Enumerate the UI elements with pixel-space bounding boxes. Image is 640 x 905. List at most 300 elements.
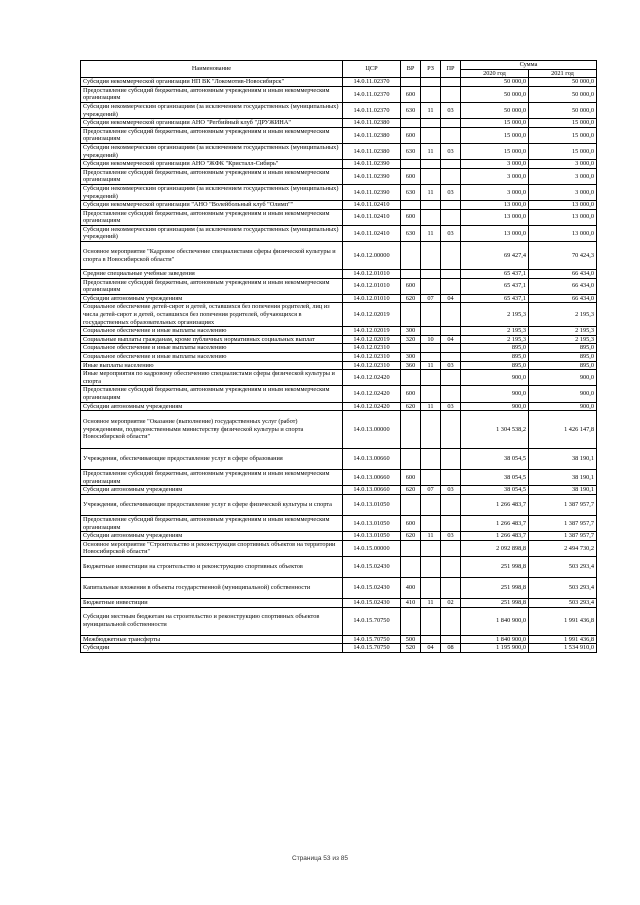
cell-rz: 11 — [421, 143, 441, 159]
cell-sum-2020: 1 304 538,2 — [461, 411, 529, 449]
cell-sum-2020: 13 000,0 — [461, 209, 529, 225]
cell-rz: 11 — [421, 532, 441, 541]
cell-rz — [421, 201, 441, 210]
cell-vr — [401, 303, 421, 327]
cell-sum-2020: 65 437,1 — [461, 294, 529, 303]
header-sum: Сумма — [461, 61, 597, 70]
cell-sum-2021: 1 387 957,7 — [529, 532, 597, 541]
table-row — [81, 119, 597, 128]
cell-sum-2021: 503 293,4 — [529, 556, 597, 577]
cell-csr: 14.0.12.02310 — [343, 353, 401, 362]
cell-pr — [441, 386, 461, 402]
cell-csr: 14.0.11.02410 — [343, 201, 401, 210]
cell-sum-2020: 895,0 — [461, 344, 529, 353]
cell-vr — [401, 201, 421, 210]
cell-pr: 03 — [441, 225, 461, 241]
cell-sum-2021: 3 000,0 — [529, 168, 597, 184]
cell-sum-2021: 13 000,0 — [529, 201, 597, 210]
cell-name: Субсидии автономным учреждениям — [81, 486, 343, 495]
cell-pr — [441, 119, 461, 128]
table-row — [81, 598, 597, 607]
cell-rz — [421, 353, 441, 362]
cell-pr — [441, 270, 461, 279]
table-row — [81, 556, 597, 577]
cell-rz — [421, 160, 441, 169]
cell-sum-2021: 50 000,0 — [529, 102, 597, 118]
table-row — [81, 470, 597, 486]
table-row — [81, 370, 597, 386]
cell-sum-2021: 70 424,3 — [529, 242, 597, 270]
table-row — [81, 402, 597, 411]
cell-vr: 410 — [401, 598, 421, 607]
table-row — [81, 160, 597, 169]
cell-pr — [441, 86, 461, 102]
cell-sum-2021: 13 000,0 — [529, 209, 597, 225]
cell-sum-2020: 15 000,0 — [461, 119, 529, 128]
cell-pr — [441, 327, 461, 336]
table-row — [81, 278, 597, 294]
cell-rz — [421, 556, 441, 577]
cell-csr: 14.0.13.00660 — [343, 449, 401, 470]
cell-name: Субсидия некоммерческой организации НП ВК "Локомотив-Новосибирск" — [81, 78, 343, 87]
table-row — [81, 294, 597, 303]
cell-name: Межбюджетные трансферты — [81, 635, 343, 644]
cell-csr: 14.0.15.02430 — [343, 577, 401, 598]
cell-sum-2021: 50 000,0 — [529, 86, 597, 102]
cell-pr — [441, 303, 461, 327]
cell-vr: 600 — [401, 386, 421, 402]
cell-pr — [441, 353, 461, 362]
cell-sum-2021: 38 190,1 — [529, 449, 597, 470]
cell-sum-2020: 3 000,0 — [461, 160, 529, 169]
cell-sum-2020: 251 998,8 — [461, 598, 529, 607]
cell-sum-2021: 1 991 436,8 — [529, 607, 597, 635]
cell-sum-2021: 1 991 436,8 — [529, 635, 597, 644]
cell-sum-2021: 895,0 — [529, 344, 597, 353]
cell-vr: 520 — [401, 644, 421, 653]
cell-vr: 600 — [401, 127, 421, 143]
cell-rz — [421, 494, 441, 515]
cell-pr — [441, 556, 461, 577]
cell-sum-2021: 66 434,0 — [529, 270, 597, 279]
cell-name: Средние специальные учебные заведения — [81, 270, 343, 279]
cell-rz — [421, 515, 441, 531]
cell-csr: 14.0.11.02370 — [343, 102, 401, 118]
cell-csr: 14.0.11.02370 — [343, 78, 401, 87]
cell-csr: 14.0.12.02019 — [343, 327, 401, 336]
header-rz: РЗ — [421, 61, 441, 78]
cell-pr: 03 — [441, 143, 461, 159]
cell-vr: 400 — [401, 577, 421, 598]
cell-sum-2021: 15 000,0 — [529, 127, 597, 143]
cell-csr: 14.0.12.02420 — [343, 386, 401, 402]
table-row — [81, 86, 597, 102]
table-row — [81, 143, 597, 159]
cell-name: Социальное обеспечение и иные выплаты населению — [81, 353, 343, 362]
cell-pr: 03 — [441, 361, 461, 370]
cell-pr — [441, 344, 461, 353]
cell-csr: 14.0.11.02380 — [343, 143, 401, 159]
cell-pr — [441, 635, 461, 644]
header-pr: ПР — [441, 61, 461, 78]
cell-sum-2021: 3 000,0 — [529, 184, 597, 200]
cell-csr: 14.0.12.02420 — [343, 402, 401, 411]
cell-csr: 14.0.13.00000 — [343, 411, 401, 449]
cell-rz: 11 — [421, 598, 441, 607]
cell-vr — [401, 494, 421, 515]
cell-sum-2021: 895,0 — [529, 361, 597, 370]
cell-sum-2020: 900,0 — [461, 386, 529, 402]
cell-sum-2020: 15 000,0 — [461, 127, 529, 143]
table-row — [81, 344, 597, 353]
table-row — [81, 303, 597, 327]
table-row — [81, 78, 597, 87]
cell-sum-2020: 69 427,4 — [461, 242, 529, 270]
cell-csr: 14.0.13.01050 — [343, 494, 401, 515]
cell-csr: 14.0.15.02430 — [343, 598, 401, 607]
cell-pr — [441, 78, 461, 87]
cell-pr — [441, 370, 461, 386]
cell-vr — [401, 119, 421, 128]
cell-vr: 620 — [401, 486, 421, 495]
cell-name: Социальные выплаты гражданам, кроме публичных нормативных социальных выплат — [81, 335, 343, 344]
cell-csr: 14.0.12.00000 — [343, 242, 401, 270]
cell-csr: 14.0.11.02370 — [343, 86, 401, 102]
cell-name: Субсидия некоммерческой организации АНО "ЖФК "Кристалл-Сибирь" — [81, 160, 343, 169]
cell-name: Предоставление субсидий бюджетным, автономным учреждениям и иным некоммерческим организациям — [81, 386, 343, 402]
cell-name: Основное мероприятие "Кадровое обеспечение специалистами сферы физической культуры и спорта в Новосибирской области" — [81, 242, 343, 270]
table-row — [81, 184, 597, 200]
cell-vr — [401, 344, 421, 353]
cell-rz: 11 — [421, 361, 441, 370]
cell-sum-2021: 2 494 730,2 — [529, 540, 597, 556]
cell-pr — [441, 127, 461, 143]
cell-sum-2021: 2 195,3 — [529, 303, 597, 327]
cell-name: Основное мероприятие "Оказание (выполнение) государственных услуг (работ) учреждениями, подведомственными министерству физической культуры и спорта Новосибирской области" — [81, 411, 343, 449]
cell-sum-2021: 900,0 — [529, 402, 597, 411]
cell-csr: 14.0.12.02310 — [343, 361, 401, 370]
table-row — [81, 209, 597, 225]
cell-name: Субсидия некоммерческой организации "АНО "Волейбольный клуб "Олимп"" — [81, 201, 343, 210]
cell-sum-2020: 65 437,1 — [461, 278, 529, 294]
cell-sum-2020: 2 195,3 — [461, 327, 529, 336]
cell-sum-2021: 503 293,4 — [529, 577, 597, 598]
cell-rz — [421, 303, 441, 327]
cell-sum-2021: 895,0 — [529, 353, 597, 362]
cell-rz: 11 — [421, 184, 441, 200]
table-row — [81, 644, 597, 653]
cell-vr: 620 — [401, 402, 421, 411]
cell-pr: 03 — [441, 486, 461, 495]
cell-name: Предоставление субсидий бюджетным, автономным учреждениям и иным некоммерческим организациям — [81, 127, 343, 143]
cell-rz — [421, 270, 441, 279]
cell-sum-2020: 38 054,5 — [461, 486, 529, 495]
cell-rz — [421, 449, 441, 470]
cell-rz: 07 — [421, 294, 441, 303]
cell-name: Социальное обеспечение и иные выплаты населению — [81, 327, 343, 336]
cell-sum-2020: 38 054,5 — [461, 449, 529, 470]
cell-rz: 11 — [421, 102, 441, 118]
cell-sum-2021: 15 000,0 — [529, 119, 597, 128]
budget-table — [80, 60, 597, 653]
cell-name: Основное мероприятие "Строительство и реконструкция спортивных объектов на территории Новосибирской области" — [81, 540, 343, 556]
cell-csr: 14.0.13.01050 — [343, 532, 401, 541]
cell-name: Предоставление субсидий бюджетным, автономным учреждениям и иным некоммерческим организациям — [81, 168, 343, 184]
cell-csr: 14.0.15.70750 — [343, 635, 401, 644]
cell-vr: 630 — [401, 143, 421, 159]
page-number: Страница 53 из 85 — [292, 855, 348, 862]
table-row — [81, 327, 597, 336]
cell-sum-2021: 2 195,3 — [529, 327, 597, 336]
table-row — [81, 242, 597, 270]
cell-pr: 04 — [441, 294, 461, 303]
cell-pr — [441, 278, 461, 294]
cell-sum-2021: 15 000,0 — [529, 143, 597, 159]
cell-vr: 300 — [401, 327, 421, 336]
cell-csr: 14.0.11.02380 — [343, 127, 401, 143]
cell-name: Субсидии местным бюджетам на строительство и реконструкцию спортивных объектов муниципальной собственности — [81, 607, 343, 635]
cell-csr: 14.0.12.01010 — [343, 278, 401, 294]
table-row — [81, 335, 597, 344]
table-row — [81, 361, 597, 370]
cell-sum-2021: 66 434,0 — [529, 294, 597, 303]
cell-name: Учреждения, обеспечивающие предоставление услуг в сфере образования — [81, 449, 343, 470]
cell-sum-2020: 2 092 898,8 — [461, 540, 529, 556]
table-header — [81, 61, 597, 78]
cell-name: Субсидии некоммерческим организациям (за исключением государственных (муниципальных) учреждений) — [81, 102, 343, 118]
cell-sum-2021: 50 000,0 — [529, 78, 597, 87]
cell-name: Предоставление субсидий бюджетным, автономным учреждениям и иным некоммерческим организациям — [81, 86, 343, 102]
cell-vr — [401, 556, 421, 577]
cell-name: Субсидии автономным учреждениям — [81, 402, 343, 411]
cell-vr: 600 — [401, 168, 421, 184]
cell-pr — [441, 540, 461, 556]
cell-pr: 03 — [441, 402, 461, 411]
cell-sum-2020: 2 195,3 — [461, 335, 529, 344]
header-year-2021: 2021 год — [529, 69, 597, 78]
cell-vr — [401, 411, 421, 449]
table-row — [81, 386, 597, 402]
cell-vr — [401, 370, 421, 386]
table-row — [81, 532, 597, 541]
cell-pr — [441, 411, 461, 449]
cell-pr — [441, 470, 461, 486]
cell-name: Субсидии некоммерческим организациям (за исключением государственных (муниципальных) учреждений) — [81, 225, 343, 241]
cell-rz — [421, 127, 441, 143]
cell-vr: 300 — [401, 353, 421, 362]
cell-sum-2020: 3 000,0 — [461, 168, 529, 184]
cell-rz: 10 — [421, 335, 441, 344]
table-row — [81, 515, 597, 531]
cell-csr: 14.0.13.01050 — [343, 515, 401, 531]
cell-csr: 14.0.12.01010 — [343, 294, 401, 303]
cell-csr: 14.0.11.02390 — [343, 160, 401, 169]
cell-sum-2021: 13 000,0 — [529, 225, 597, 241]
table-row — [81, 635, 597, 644]
cell-vr: 630 — [401, 102, 421, 118]
cell-sum-2021: 38 190,1 — [529, 486, 597, 495]
table-row — [81, 270, 597, 279]
cell-sum-2021: 900,0 — [529, 370, 597, 386]
cell-csr: 14.0.12.02310 — [343, 344, 401, 353]
cell-sum-2020: 895,0 — [461, 353, 529, 362]
cell-rz — [421, 577, 441, 598]
cell-sum-2020: 251 998,8 — [461, 556, 529, 577]
cell-csr: 14.0.12.02019 — [343, 335, 401, 344]
cell-vr: 630 — [401, 184, 421, 200]
cell-csr: 14.0.11.02410 — [343, 225, 401, 241]
cell-sum-2021: 1 387 957,7 — [529, 494, 597, 515]
cell-sum-2020: 50 000,0 — [461, 78, 529, 87]
cell-rz — [421, 607, 441, 635]
cell-vr — [401, 160, 421, 169]
cell-rz — [421, 470, 441, 486]
cell-name: Субсидии — [81, 644, 343, 653]
cell-name: Социальное обеспечение детей-сирот и детей, оставшихся без попечения родителей, лиц из числа детей-сирот и детей, оставшихся без попечения родителей, обучающихся в государственных образовательных организациях — [81, 303, 343, 327]
cell-pr: 03 — [441, 532, 461, 541]
cell-rz — [421, 327, 441, 336]
cell-rz — [421, 635, 441, 644]
cell-pr — [441, 209, 461, 225]
cell-name: Субсидии некоммерческим организациям (за исключением государственных (муниципальных) учреждений) — [81, 184, 343, 200]
table-row — [81, 201, 597, 210]
cell-rz: 11 — [421, 402, 441, 411]
cell-name: Предоставление субсидий бюджетным, автономным учреждениям и иным некоммерческим организациям — [81, 209, 343, 225]
cell-sum-2020: 900,0 — [461, 370, 529, 386]
cell-sum-2021: 38 190,1 — [529, 470, 597, 486]
cell-sum-2020: 3 000,0 — [461, 184, 529, 200]
table-row — [81, 168, 597, 184]
cell-rz — [421, 86, 441, 102]
cell-pr — [441, 577, 461, 598]
cell-sum-2020: 251 998,8 — [461, 577, 529, 598]
cell-sum-2020: 50 000,0 — [461, 102, 529, 118]
table-row — [81, 540, 597, 556]
cell-name: Предоставление субсидий бюджетным, автономным учреждениям и иным некоммерческим организациям — [81, 470, 343, 486]
cell-name: Иные мероприятия по кадровому обеспечению специалистами сферы физической культуры и спорта — [81, 370, 343, 386]
cell-pr — [441, 168, 461, 184]
cell-name: Субсидии автономным учреждениям — [81, 294, 343, 303]
cell-vr — [401, 540, 421, 556]
cell-pr: 08 — [441, 644, 461, 653]
cell-vr — [401, 607, 421, 635]
cell-vr: 600 — [401, 86, 421, 102]
cell-name: Субсидии некоммерческим организациям (за исключением государственных (муниципальных) учреждений) — [81, 143, 343, 159]
cell-pr — [441, 449, 461, 470]
cell-rz — [421, 119, 441, 128]
cell-vr: 620 — [401, 532, 421, 541]
cell-vr: 600 — [401, 470, 421, 486]
cell-vr: 360 — [401, 361, 421, 370]
cell-csr: 14.0.11.02390 — [343, 168, 401, 184]
cell-csr: 14.0.15.02430 — [343, 556, 401, 577]
cell-sum-2021: 3 000,0 — [529, 160, 597, 169]
header-vr: ВР — [401, 61, 421, 78]
header-name: Наименование — [81, 61, 343, 78]
table-row — [81, 411, 597, 449]
table-row — [81, 577, 597, 598]
cell-vr: 620 — [401, 294, 421, 303]
table-row — [81, 494, 597, 515]
cell-rz — [421, 386, 441, 402]
cell-sum-2020: 13 000,0 — [461, 201, 529, 210]
cell-sum-2020: 1 266 483,7 — [461, 515, 529, 531]
cell-rz — [421, 242, 441, 270]
cell-rz: 07 — [421, 486, 441, 495]
cell-csr: 14.0.11.02380 — [343, 119, 401, 128]
cell-csr: 14.0.12.01010 — [343, 270, 401, 279]
cell-sum-2020: 65 437,1 — [461, 270, 529, 279]
cell-rz — [421, 168, 441, 184]
cell-vr: 630 — [401, 225, 421, 241]
cell-csr: 14.0.11.02410 — [343, 209, 401, 225]
cell-rz — [421, 344, 441, 353]
cell-rz — [421, 411, 441, 449]
cell-rz — [421, 78, 441, 87]
cell-sum-2021: 1 426 147,8 — [529, 411, 597, 449]
cell-sum-2021: 900,0 — [529, 386, 597, 402]
cell-csr: 14.0.13.00660 — [343, 470, 401, 486]
cell-sum-2020: 1 266 483,7 — [461, 532, 529, 541]
cell-sum-2020: 1 266 483,7 — [461, 494, 529, 515]
table-row — [81, 486, 597, 495]
cell-pr — [441, 160, 461, 169]
cell-sum-2020: 900,0 — [461, 402, 529, 411]
cell-pr: 03 — [441, 102, 461, 118]
cell-pr: 03 — [441, 184, 461, 200]
cell-sum-2021: 66 434,0 — [529, 278, 597, 294]
cell-rz — [421, 209, 441, 225]
cell-vr: 320 — [401, 335, 421, 344]
cell-csr: 14.0.12.02019 — [343, 303, 401, 327]
cell-vr: 600 — [401, 209, 421, 225]
cell-name: Предоставление субсидий бюджетным, автономным учреждениям и иным некоммерческим организациям — [81, 278, 343, 294]
cell-name: Социальное обеспечение и иные выплаты населению — [81, 344, 343, 353]
cell-rz: 04 — [421, 644, 441, 653]
cell-csr: 14.0.15.70750 — [343, 607, 401, 635]
cell-csr: 14.0.15.00000 — [343, 540, 401, 556]
cell-vr: 600 — [401, 515, 421, 531]
cell-name: Учреждения, обеспечивающие предоставление услуг в сфере физической культуры и спорта — [81, 494, 343, 515]
header-year-2020: 2020 год — [461, 69, 529, 78]
cell-vr — [401, 78, 421, 87]
table-row — [81, 102, 597, 118]
cell-sum-2021: 2 195,3 — [529, 335, 597, 344]
cell-name: Иные выплаты населению — [81, 361, 343, 370]
table-body — [81, 78, 597, 653]
cell-csr: 14.0.15.70750 — [343, 644, 401, 653]
cell-vr: 600 — [401, 278, 421, 294]
cell-vr — [401, 242, 421, 270]
cell-rz — [421, 278, 441, 294]
cell-sum-2020: 2 195,3 — [461, 303, 529, 327]
cell-rz — [421, 370, 441, 386]
cell-sum-2020: 13 000,0 — [461, 225, 529, 241]
cell-pr — [441, 494, 461, 515]
cell-pr — [441, 515, 461, 531]
cell-sum-2020: 50 000,0 — [461, 86, 529, 102]
cell-name: Бюджетные инвестиции на строительство и реконструкцию спортивных объектов — [81, 556, 343, 577]
cell-pr — [441, 201, 461, 210]
cell-rz: 11 — [421, 225, 441, 241]
cell-vr — [401, 449, 421, 470]
cell-pr — [441, 242, 461, 270]
cell-sum-2020: 895,0 — [461, 361, 529, 370]
cell-sum-2021: 503 293,4 — [529, 598, 597, 607]
cell-name: Субсидия некоммерческой организации АНО "Регбийный клуб "ДРУЖИНА" — [81, 119, 343, 128]
table-row — [81, 127, 597, 143]
cell-csr: 14.0.12.02420 — [343, 370, 401, 386]
